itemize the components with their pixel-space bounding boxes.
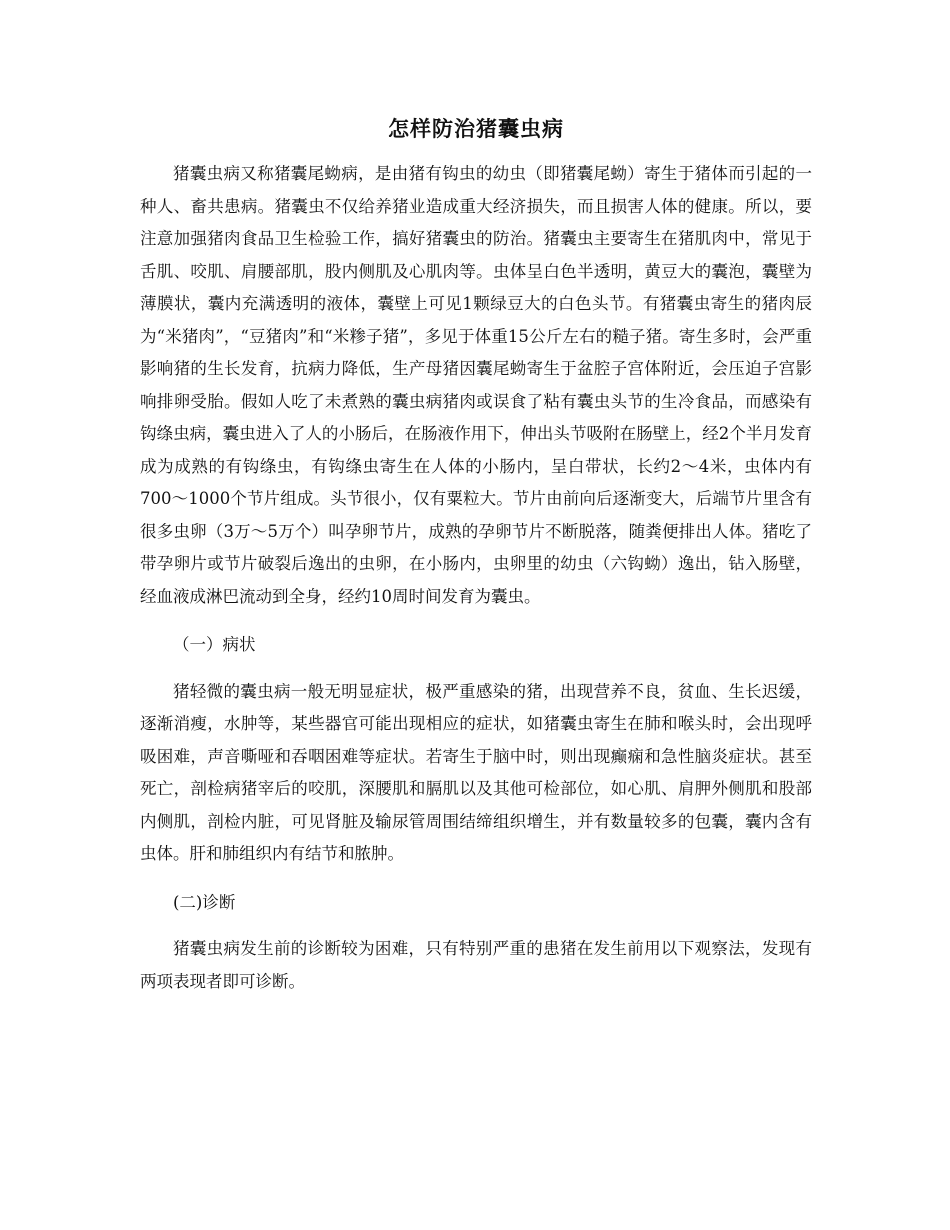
document-title: 怎样防治猪囊虫病 [388,117,564,141]
symptoms-paragraph: 猪轻微的囊虫病一般无明显症状，极严重感染的猪，出现营养不良，贫血、生长迟缓，逐渐消瘦，水肿等，某些器官可能出现相应的症状，如猪囊虫寄生在肺和喉头时，会出现呼吸困难，声音嘶哑和吞咽困难等症状。若寄生于脑中时，则出现癫痫和急性脑炎症状。甚至死亡，剖检病猪宰后的咬肌，深腰肌和膈肌以及其他可检部位，如心肌、肩胛外侧肌和股部内侧肌，剖检内脏，可见肾脏及输尿管周围结缔组织增生，并有数量较多的包囊，囊内含有虫体。肝和肺组织内有结节和脓肿。 [140,681,812,863]
document-content [140,108,812,998]
diagnosis-paragraph: 猪囊虫病发生前的诊断较为困难，只有特别严重的患猪在发生前用以下观察法，发现有两项表现者即可诊断。 [140,939,812,991]
section-heading-symptoms: （一）病状 [173,635,256,654]
section-heading-diagnosis: (二)诊断 [173,892,236,912]
intro-paragraph: 猪囊虫病又称猪囊尾蚴病，是由猪有钩虫的幼虫（即猪囊尾蚴）寄生于猪体而引起的一种人、畜共患病。猪囊虫不仅给养猪业造成重大经济损失，而且损害人体的健康。所以，要注意加强猪肉食品卫生检验工作，搞好猪囊虫的防治。猪囊虫主要寄生在猪肌肉中，常见于舌肌、咬肌、肩腰部肌，股内侧肌及心肌肉等。虫体呈白色半透明，黄豆大的囊泡，囊壁为薄膜状，囊内充满透明的液体，囊壁上可见1颗绿豆大的白色头节。有猪囊虫寄生的猪肉辰为“米猪肉”，“豆猪肉”和“米糁子猪”，多见于体重15公斤左右的糙子猪。寄生多时，会严重影响猪的生长发育，抗病力降低，生产母猪因囊尾蚴寄生于盆腔子宫体附近，会压迫子宫影响排卵受胎。假如人吃了未煮熟的囊虫病猪肉或误食了粘有囊虫头节的生冷食品，而感染有钩绦虫病，囊虫进入了人的小肠后，在肠液作用下，伸出头节吸附在肠壁上，经2个半月发育成为成熟的有钩绦虫，有钩绦虫寄生在人体的小肠内，呈白带状，长约2～4米，虫体内有700～1000个节片组成。头节很小，仅有粟粒大。节片由前向后逐渐变大，后端节片里含有很多虫卵（3万～5万个）叫孕卵节片，成熟的孕卵节片不断脱落，随粪便排出人体。猪吃了带孕卵片或节片破裂后逸出的虫卵，在小肠内，虫卵里的幼虫（六钩蚴）逸出，钻入肠壁，经血液成淋巴流动到全身，经约10周时间发育为囊虫。 [140,164,812,606]
